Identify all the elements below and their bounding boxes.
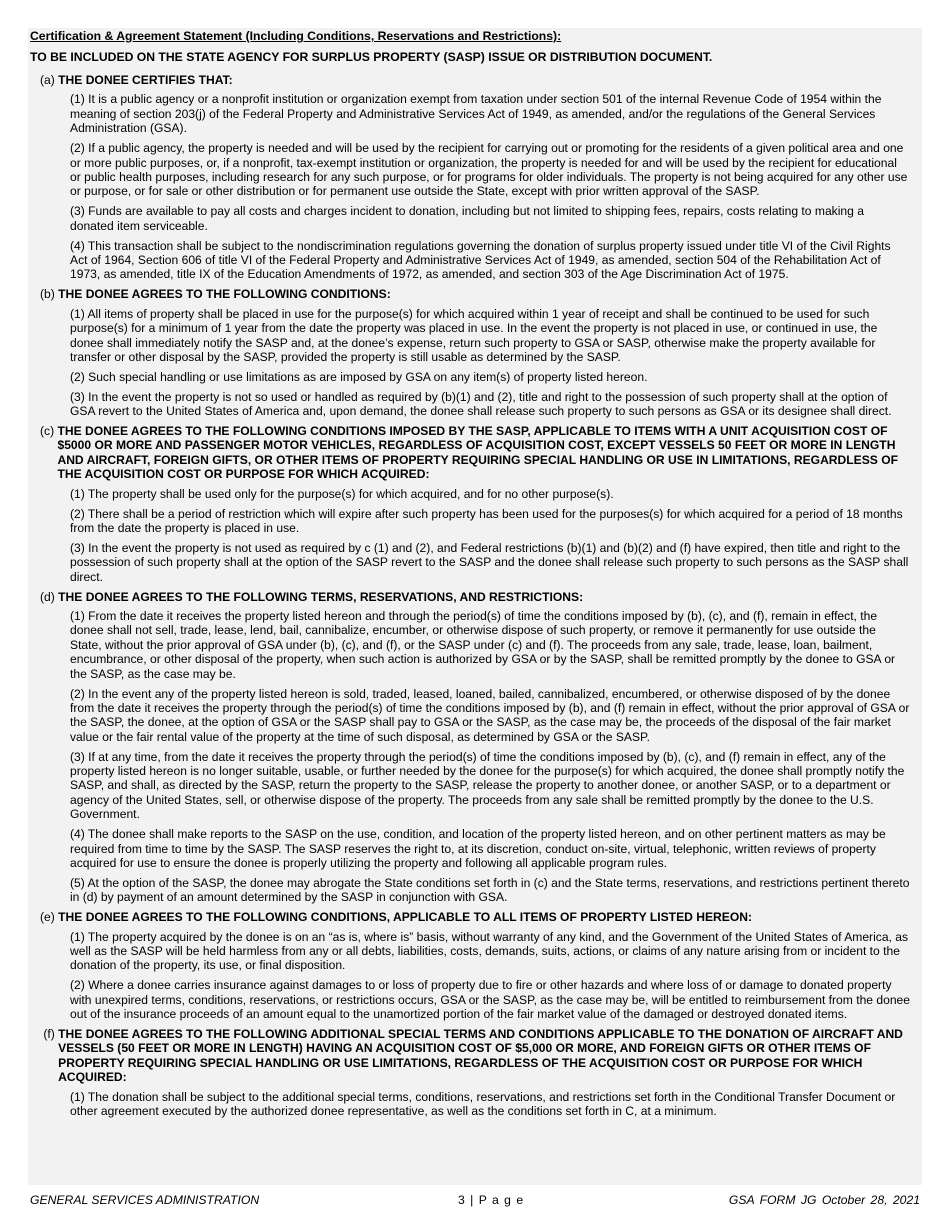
section-title: THE DONEE AGREES TO THE FOLLOWING CONDITIONS, APPLICABLE TO ALL ITEMS OF PROPERTY LISTED HEREON: bbox=[58, 910, 753, 925]
clause-paragraph: (5) At the option of the SASP, the donee may abrogate the State conditions set forth in (c) and the State terms, reservations, and restrictions pertinent thereto in (d) by payment of an amount determined by the SASP in conjunction with GSA. bbox=[70, 875, 910, 905]
document-title: Certification & Agreement Statement (Including Conditions, Reservations and Restrictions): bbox=[30, 29, 562, 43]
section-heading bbox=[40, 73, 910, 87]
section-label: (a) bbox=[40, 73, 59, 87]
footer-agency: GENERAL SERVICES ADMINISTRATION bbox=[30, 1193, 260, 1207]
section bbox=[40, 424, 910, 584]
clause-paragraph: (3) If at any time, from the date it receives the property through the period(s) of time the conditions imposed by (b), (c), and (f) remain in effect, any of the property listed hereon is no longer suitable, usable, or further needed by the donee for the purpose(s) for which acquired, the donee shall promptly notify the SASP, and shall, as directed by the SASP, return the property to the SASP, release the property to another donee, or another SASP, or to a department or agency of the United States, sell, or otherwise dispose of the property. The proceeds from any sale shall be remitted promptly by the donee to the U.S. Government. bbox=[70, 749, 905, 822]
clause-paragraph: (1) It is a public agency or a nonprofit institution or organization exempt from taxation under section 501 of the internal Revenue Code of 1954 within the meaning of section 203(j) of the Federal Property and Administrative Services Act of 1949, as amended, and/or the regulations of the General Services Administration (GSA). bbox=[70, 92, 882, 136]
section-label: (c) bbox=[40, 424, 58, 439]
clause-paragraph: (3) In the event the property is not used as required by c (1) and (2), and Federal restrictions (b)(1) and (b)(2) and (f) have expired, then title and right to the possession of such property shall at the option of the SASP revert to the SASP and the donee shall release such property to such persons as the SASP shall direct. bbox=[70, 540, 909, 584]
section bbox=[40, 910, 910, 1021]
clause-paragraph: (1) The donation shall be subject to the additional special terms, conditions, reservations, and restrictions set forth in the Conditional Transfer Document or other agreement executed by the authorized donee representative, as well as the conditions set forth in C, at a minimum. bbox=[70, 1089, 896, 1119]
clause-paragraph: (3) Funds are available to pay all costs and charges incident to donation, including but not limited to shipping fees, repairs, costs relating to making a donated item serviceable. bbox=[70, 204, 864, 233]
section-heading bbox=[40, 287, 910, 301]
clause-paragraph: (2) In the event any of the property listed hereon is sold, traded, leased, loaned, bailed, cannibalized, encumbered, or otherwise disposed of by the donee from the date it receives the property through the period(s) of time the conditions imposed by (b), and (f) remain in effect, without the prior approval of GSA or the SASP, the donee, at the option of GSA or the SASP shall pay to GSA or the SASP, as the case may be, the proceeds of the disposal of the fair market value or the fair rental value of the property at the time of such disposal, as determined by GSA or the SASP. bbox=[70, 686, 910, 744]
document-subtitle: TO BE INCLUDED ON THE STATE AGENCY FOR SURPLUS PROPERTY (SASP) ISSUE OR DISTRIBUTION DOCUMENT. bbox=[30, 50, 713, 64]
section bbox=[40, 590, 910, 905]
clause-paragraph: (3) In the event the property is not so used or handled as required by (b)(1) and (2), title and right to the possession of such property shall at the option of GSA revert to the United States of America and, upon demand, the donee shall release such property to such persons as GSA or its designee shall direct. bbox=[70, 389, 892, 419]
clause-paragraph: (2) Where a donee carries insurance against damages to or loss of property due to fire or other hazards and where loss of or damage to donated property with unexpired terms, conditions, reservations, or restrictions occurs, GSA or the SASP, as the case may be, will be entitled to reimbursement from the donee out of the insurance proceeds of an amount equal to the unamortized portion of the fair market value of the damaged or destroyed donated items. bbox=[70, 978, 911, 1022]
section-title: THE DONEE AGREES TO THE FOLLOWING CONDITIONS IMPOSED BY THE SASP, APPLICABLE TO ITEMS WITH A UNIT ACQUISITION COST OF $5000 OR MORE AND PASSENGER MOTOR VEHICLES, REGARDLESS OF ACQUISITION COST, EXCEPT VESSELS 50 FEET OR MORE IN LENGTH AND AIRCRAFT, FOREIGN GIFTS, OR OTHER ITEMS OF PROPERTY REQUIRING SPECIAL HANDLING OR USE IN LIMITATIONS, REGARDLESS OF THE ACQUISITION COST OR PURPOSE FOR WHICH ACQUIRED: bbox=[57, 424, 899, 482]
section-label: (d) bbox=[40, 589, 59, 604]
section-heading bbox=[40, 910, 910, 924]
section-title: THE DONEE AGREES TO THE FOLLOWING CONDITIONS: bbox=[58, 287, 391, 302]
section-title: THE DONEE AGREES TO THE FOLLOWING TERMS, RESERVATIONS, AND RESTRICTIONS: bbox=[58, 589, 584, 604]
clause-paragraph: (2) Such special handling or use limitations as are imposed by GSA on any item(s) of property listed hereon. bbox=[70, 369, 648, 384]
section-title: THE DONEE CERTIFIES THAT: bbox=[58, 73, 233, 87]
section-label: (b) bbox=[40, 287, 59, 302]
clause-paragraph: (4) This transaction shall be subject to the nondiscrimination regulations governing the donation of surplus property issued under title VI of the Civil Rights Act of 1964, Section 606 of title VI of the Federal Property and Administrative Services Act of 1949, as amended, section 504 of the Rehabilitation Act of 1973, as amended, title IX of the Education Amendments of 1972, as amended, and section 303 of the Age Discrimination Act of 1975. bbox=[70, 238, 891, 282]
footer-page-number: 3 | P a g e bbox=[458, 1193, 525, 1207]
section-heading bbox=[40, 590, 910, 604]
section-heading bbox=[40, 1027, 910, 1085]
section-title: THE DONEE AGREES TO THE FOLLOWING ADDITIONAL SPECIAL TERMS AND CONDITIONS APPLICABLE TO THE DONATION OF AIRCRAFT AND VESSELS (50 FEET OR MORE IN LENGTH) HAVING AN ACQUISITION COST OF $5,000 OR MORE, AND FOREIGN GIFTS OR OTHER ITEMS OF PROPERTY REQUIRING SPECIAL HANDLING OR USE LIMITATIONS, REGARDLESS OF THE ACQUISITION COST OR PURPOSE FOR WHICH ACQUIRED: bbox=[58, 1027, 903, 1085]
clause-paragraph: (1) From the date it receives the property listed hereon and through the period(s) of time the conditions imposed by (b), (c), and (f), remain in effect, the donee shall not sell, trade, lease, lend, bail, cannibalize, encumber, or otherwise dispose of such property, or remove it permanently for use outside the State, without the prior approval of GSA under (b), (c), and (f), or the SASP under (c) and (f). The proceeds from any sale, trade, lease, loan, bailment, encumbrance, or other disposal of the property, when such action is authorized by GSA or by the SASP, shall be remitted promptly by the donee to GSA or the SASP, as the case may be. bbox=[70, 609, 896, 681]
clause-paragraph: (2) If a public agency, the property is needed and will be used by the recipient for carrying out or promoting for the residents of a given political area and one or more public purposes, or, if a nonprofit, tax-exempt institution or organization, the property is needed for and will be used by the recipient for educational or public health purposes, including research for any such purpose, or for programs for older individuals. The property is not being acquired for any other use or purpose, or for sale or other distribution or for permanent use outside the State, except with prior written approval of the SASP. bbox=[70, 141, 908, 199]
section bbox=[40, 1027, 910, 1118]
section-label: (f) bbox=[40, 1027, 59, 1042]
clause-paragraph: (2) There shall be a period of restriction which will expire after such property has been used for the purposes(s) for which acquired for a period of 18 months from the date the property is placed in use. bbox=[70, 506, 903, 535]
section-heading bbox=[40, 424, 910, 482]
clause-paragraph: (1) All items of property shall be placed in use for the purpose(s) for which acquired within 1 year of receipt and shall be continued to be used for such purpose(s) for a minimum of 1 year from the date the property was placed in use. In the event the property is not placed in use, or continued in use, the donee shall immediately notify the SASP and, at the donee’s expense, return such property to GSA or SASP, otherwise make the property available for transfer or other disposal by the SASP, provided the property is still usable as determined by the SASP. bbox=[70, 306, 878, 364]
footer-form-date: GSA FORM JG October 28, 2021 bbox=[728, 1193, 920, 1207]
section bbox=[40, 73, 910, 282]
document-body bbox=[40, 73, 910, 1124]
section-label: (e) bbox=[40, 910, 59, 925]
clause-paragraph: (1) The property shall be used only for the purpose(s) for which acquired, and for no other purpose(s). bbox=[70, 486, 614, 501]
section bbox=[40, 287, 910, 418]
clause-paragraph: (4) The donee shall make reports to the SASP on the use, condition, and location of the property listed hereon, and on other pertinent matters as may be required from time to time by the SASP. The SASP reserves the right to, at its discretion, conduct on-site, virtual, telephonic, written reviews of property acquired for use to ensure the donee is properly utilizing the property and following all applicable program rules. bbox=[70, 827, 886, 870]
clause-paragraph: (1) The property acquired by the donee is on an “as is, where is” basis, without warranty of any kind, and the Government of the United States of America, as well as the SASP will be held harmless from any or all debts, liabilities, costs, demands, suits, actions, or claims of any nature arising from or incident to the donation of the property, its use, or final disposition. bbox=[70, 929, 909, 973]
